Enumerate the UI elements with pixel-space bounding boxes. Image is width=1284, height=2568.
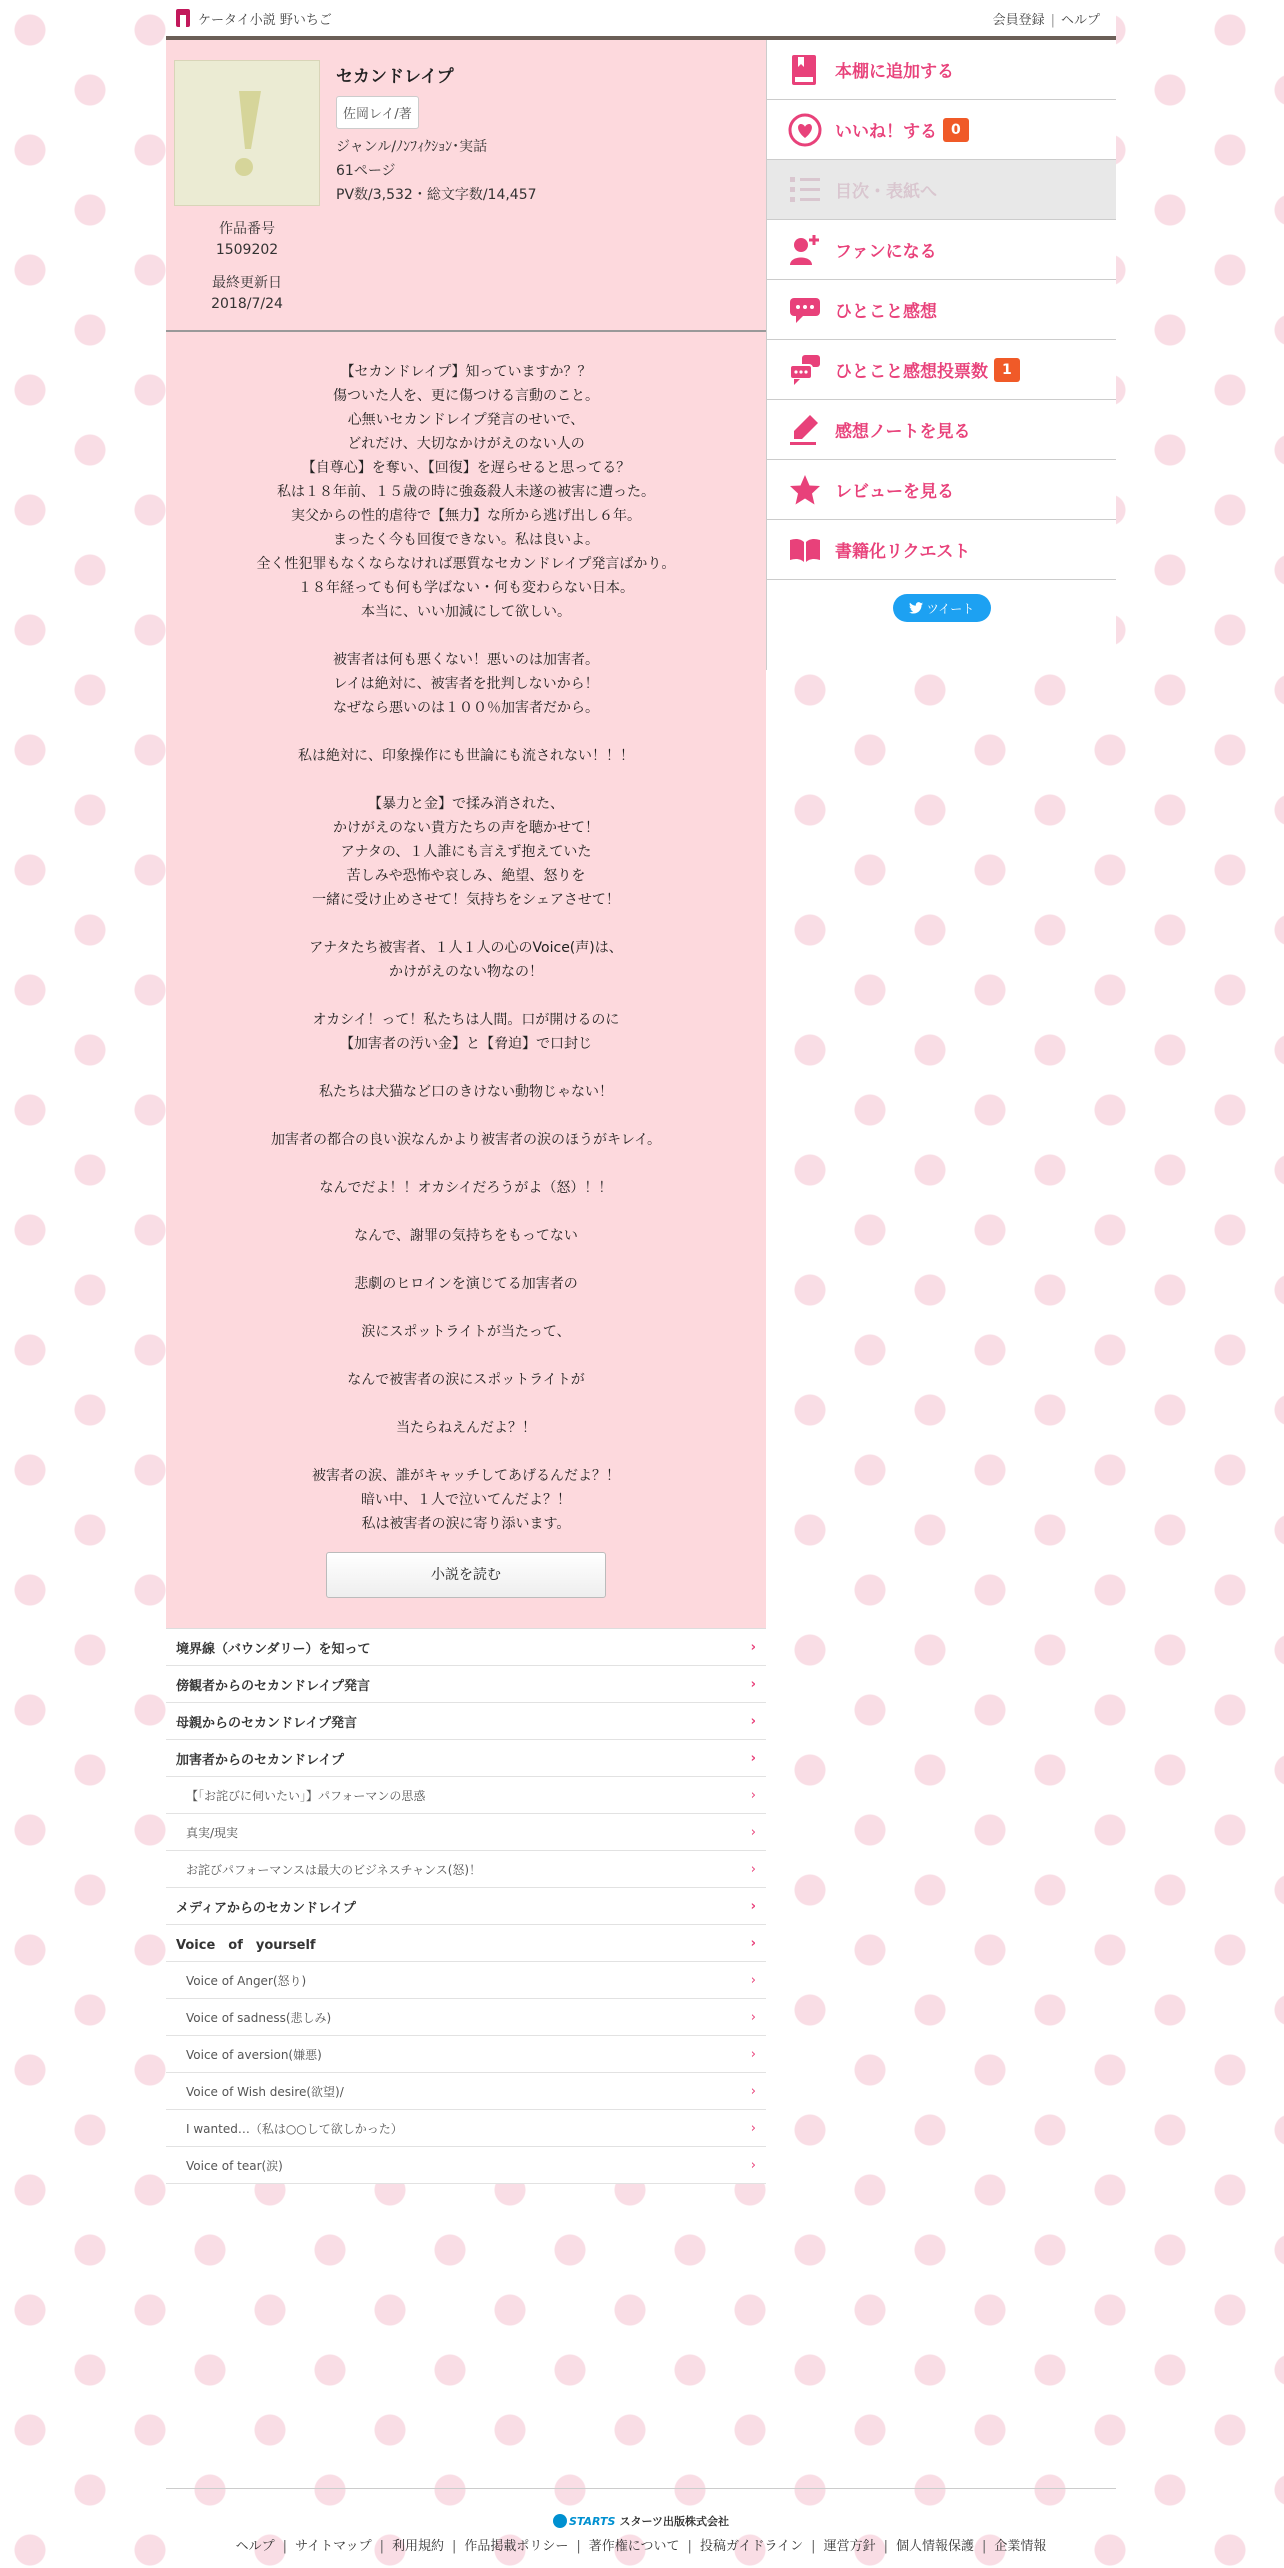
synopsis-line <box>176 1104 756 1128</box>
chevron-right-icon: › <box>750 2120 756 2136</box>
footer-link[interactable]: 個人情報保護 <box>895 2539 974 2554</box>
action-label: ファンになる <box>835 242 937 262</box>
synopsis-text <box>176 360 756 1536</box>
footer-link[interactable]: 投稿ガイドライン <box>699 2539 804 2554</box>
action-star[interactable] <box>767 460 1116 520</box>
footer-link[interactable]: 企業情報 <box>994 2539 1047 2554</box>
footer-link[interactable]: 利用規約 <box>391 2539 444 2554</box>
synopsis-line: 悲劇のヒロインを演じてる加害者の <box>354 1276 578 1292</box>
strawberry-logo-icon <box>176 9 190 27</box>
chevron-right-icon: › <box>750 1676 756 1692</box>
synopsis-line: なんで、謝罪の気持ちをもってない <box>354 1228 578 1244</box>
chapter-label: Voice of Wish desire(欲望)/ <box>186 2084 344 2099</box>
book-title: セカンドレイプ <box>336 67 454 87</box>
chevron-right-icon: › <box>750 1898 756 1914</box>
action-label: ひとこと感想 <box>835 302 937 322</box>
synopsis-line <box>176 912 756 936</box>
footer <box>166 2488 1116 2554</box>
synopsis-line: なぜなら悪いのは１００％加害者だから。 <box>333 700 599 716</box>
synopsis-line: 苦しみや恐怖や哀しみ、絶望、怒りを <box>346 868 586 884</box>
chevron-right-icon: › <box>750 1861 756 1877</box>
synopsis-line: 【セカンドレイプ】知っていますか？？ <box>340 364 592 380</box>
synopsis-line <box>176 1344 756 1368</box>
chevron-right-icon: › <box>750 1935 756 1951</box>
synopsis-line: 被害者は何も悪くない！悪いのは加害者。 <box>333 652 599 668</box>
chapter-label: Voice of sadness(悲しみ) <box>186 2010 332 2025</box>
synopsis-line: 本当に、いい加減にして欲しい。 <box>361 604 571 620</box>
action-label: 本棚に追加する <box>835 62 954 82</box>
book-cover[interactable] <box>174 60 320 206</box>
comment-icon <box>787 292 823 328</box>
synopsis-line: 当たらねえんだよ？！ <box>396 1420 536 1436</box>
chevron-right-icon: › <box>750 1972 756 1988</box>
chapter-item[interactable] <box>166 2147 766 2184</box>
synopsis-line <box>176 1392 756 1416</box>
comments-icon <box>787 352 823 388</box>
exclamation-icon <box>217 83 277 183</box>
synopsis-line: オカシイ！って！私たちは人間。口が開けるのに <box>312 1012 620 1028</box>
updated-label: 最終更新日 <box>212 275 282 291</box>
synopsis-line: 【暴力と金】で揉み消された、 <box>368 796 564 812</box>
synopsis-line: 私は絶対に、印象操作にも世論にも流されない！！！ <box>298 748 634 764</box>
stats: PV数/3,532・総文字数/14,457 <box>336 187 537 203</box>
site-name: ケータイ小説 野いちご <box>198 12 332 28</box>
action-label: 感想ノートを見る <box>835 422 971 442</box>
work-number: 1509202 <box>215 242 279 258</box>
tweet-label: ツイート <box>926 601 975 616</box>
synopsis-line: 一緒に受け止めさせて！気持ちをシェアさせて！ <box>312 892 620 908</box>
chapter-item[interactable] <box>166 1703 766 1740</box>
action-comment[interactable] <box>767 280 1116 340</box>
chevron-right-icon: › <box>750 2083 756 2099</box>
chapter-item[interactable] <box>166 2073 766 2110</box>
separator: | <box>282 2539 288 2554</box>
footer-link[interactable]: 運営方針 <box>823 2539 876 2554</box>
footer-link[interactable]: 著作権について <box>588 2539 680 2554</box>
synopsis-line: １８年経っても何も学ばない・何も変わらない日本。 <box>298 580 634 596</box>
synopsis-line: かけがえのない貴方たちの声を聴かせて！ <box>333 820 599 836</box>
heart-icon <box>787 112 823 148</box>
chapter-label: 真実/現実 <box>186 1825 239 1840</box>
read-novel-button[interactable]: 小説を読む <box>326 1552 606 1598</box>
count-badge: 0 <box>943 118 969 142</box>
separator: | <box>452 2539 457 2554</box>
chapter-label: Voice of aversion(嫌悪) <box>186 2047 322 2062</box>
chapter-label: 加害者からのセカンドレイプ <box>176 1752 344 1768</box>
synopsis-line: 私は１８年前、１５歳の時に強姦殺人未遂の被害に遭った。 <box>277 484 655 500</box>
synopsis-line: 私は被害者の涙に寄り添います。 <box>361 1516 571 1532</box>
chapter-label: Voice of Anger(怒り) <box>186 1973 307 1988</box>
chapter-label: I wanted…（私は○○して欲しかった） <box>186 2121 403 2136</box>
action-label: 書籍化リクエスト <box>835 542 971 562</box>
synopsis-line: まったく今も回復できない。私は良いよ。 <box>333 532 599 548</box>
synopsis-line: 全く性犯罪もなくならなければ悪質なセカンドレイプ発言ばかり。 <box>256 556 676 572</box>
synopsis-line: 被害者の涙、誰がキャッチしてあげるんだよ？！ <box>312 1468 620 1484</box>
action-book-add[interactable] <box>767 40 1116 100</box>
book-add-icon <box>787 52 823 88</box>
chapter-label: 母親からのセカンドレイプ発言 <box>176 1715 357 1731</box>
synopsis-line: 加害者の都合の良い涙なんかより被害者の涙のほうがキレイ。 <box>271 1132 661 1148</box>
synopsis-line: レイは絶対に、被害者を批判しないから！ <box>333 676 599 692</box>
genre: ジャンル/ﾉﾝﾌｨｸｼｮﾝ･実話 <box>336 139 488 155</box>
chevron-right-icon: › <box>750 2046 756 2062</box>
chevron-right-icon: › <box>750 2157 756 2173</box>
chapter-item[interactable] <box>166 1814 766 1851</box>
footer-link[interactable]: ヘルプ <box>235 2539 275 2554</box>
chevron-right-icon: › <box>750 1713 756 1729</box>
action-list <box>767 40 1116 580</box>
chapter-item[interactable] <box>166 1999 766 2036</box>
tweet-button[interactable] <box>893 594 991 622</box>
action-label: レビューを見る <box>835 482 954 502</box>
page-count: 61ページ <box>336 163 396 179</box>
chapter-item[interactable] <box>166 1962 766 1999</box>
chapter-label: Voice of yourself <box>176 1937 316 1953</box>
synopsis <box>166 332 766 1628</box>
footer-link[interactable]: サイトマップ <box>295 2539 372 2554</box>
updated-date: 2018/7/24 <box>211 296 283 312</box>
header-links <box>987 9 1106 28</box>
synopsis-line <box>176 720 756 744</box>
chapter-label: お詫びパフォーマンスは最大のビジネスチャンス(怒)！ <box>186 1862 482 1877</box>
open-book-icon <box>787 532 823 568</box>
synopsis-line <box>176 624 756 648</box>
synopsis-line: なんで被害者の涙にスポットライトが <box>347 1372 585 1388</box>
page-wrapper <box>166 0 1116 2568</box>
list-icon <box>787 172 823 208</box>
separator: | <box>811 2539 816 2554</box>
synopsis-line: 暗い中、１人で泣いてんだよ？！ <box>361 1492 571 1508</box>
separator: | <box>883 2539 888 2554</box>
chevron-right-icon: › <box>750 1787 756 1803</box>
action-list <box>767 160 1116 220</box>
synopsis-line: 涙にスポットライトが当たって、 <box>361 1324 571 1340</box>
separator: | <box>576 2539 581 2554</box>
chapter-list <box>166 1628 766 2184</box>
separator: | <box>1050 12 1055 28</box>
synopsis-line <box>176 1440 756 1464</box>
chapter-item[interactable] <box>166 2110 766 2147</box>
chapter-item[interactable] <box>166 1925 766 1962</box>
action-pen[interactable] <box>767 400 1116 460</box>
chevron-right-icon: › <box>750 1824 756 1840</box>
action-comments[interactable] <box>767 340 1116 400</box>
synopsis-line: 私たちは犬猫など口のきけない動物じゃない！ <box>319 1084 613 1100</box>
synopsis-line: 実父からの性的虐待で【無力】な所から逃げ出し６年。 <box>291 508 641 524</box>
footer-logo <box>166 2513 1116 2529</box>
chapter-item[interactable] <box>166 1777 766 1814</box>
synopsis-line: 心無いセカンドレイプ発言のせいで、 <box>347 412 585 428</box>
synopsis-line <box>176 984 756 1008</box>
chapter-item[interactable] <box>166 1629 766 1666</box>
synopsis-line <box>176 1152 756 1176</box>
synopsis-line: アナタの、１人誰にも言えず抱えていた <box>340 844 592 860</box>
author-link[interactable]: 佐岡レイ/著 <box>336 96 419 129</box>
top-bar <box>166 0 1116 40</box>
register-link[interactable]: 会員登録 <box>992 12 1045 28</box>
synopsis-line: なんでだよ！！オカシイだろうがよ（怒）！！ <box>319 1180 613 1196</box>
chapter-label: 【「お詫びに伺いたい」】パフォーマンの思惑 <box>186 1788 426 1803</box>
chevron-right-icon: › <box>750 1750 756 1766</box>
chapter-item[interactable] <box>166 1666 766 1703</box>
main-column <box>166 40 766 2184</box>
synopsis-line: 【自尊心】を奪い、【回復】を遅らせると思ってる？ <box>301 460 631 476</box>
starts-logo <box>553 2514 616 2528</box>
star-icon <box>787 472 823 508</box>
chevron-right-icon: › <box>750 1639 756 1655</box>
chapter-label: 傍観者からのセカンドレイプ発言 <box>176 1678 370 1694</box>
action-label: 目次・表紙へ <box>835 182 937 202</box>
chapter-label: Voice of tear(涙) <box>186 2158 283 2173</box>
chapter-label: 境界線（バウンダリー）を知って <box>176 1641 371 1657</box>
synopsis-line: どれだけ、大切なかけがえのない人の <box>347 436 585 452</box>
chapter-item[interactable] <box>166 2036 766 2073</box>
separator: | <box>379 2539 384 2554</box>
chapter-item[interactable] <box>166 1851 766 1888</box>
twitter-bird-icon <box>909 602 923 614</box>
synopsis-line: 【加害者の汚い金】と【脅迫】で口封じ <box>340 1036 592 1052</box>
synopsis-line: かけがえのない物なの！ <box>389 964 543 980</box>
action-person-add[interactable] <box>767 220 1116 280</box>
synopsis-line <box>176 768 756 792</box>
synopsis-line <box>176 1296 756 1320</box>
help-link[interactable]: ヘルプ <box>1060 12 1100 28</box>
pen-icon <box>787 412 823 448</box>
book-info <box>166 40 766 332</box>
site-logo[interactable] <box>176 9 332 28</box>
company-name: スターツ出版株式会社 <box>619 2515 730 2528</box>
count-badge: 1 <box>994 358 1020 382</box>
footer-links <box>166 2535 1116 2554</box>
work-number-label: 作品番号 <box>219 221 275 237</box>
chapter-item[interactable] <box>166 1740 766 1777</box>
action-open-book[interactable] <box>767 520 1116 580</box>
synopsis-line <box>176 1056 756 1080</box>
brand-text: STARTS <box>568 2514 616 2528</box>
chapter-item[interactable] <box>166 1888 766 1925</box>
synopsis-line: 傷ついた人を、更に傷つける言動のこと。 <box>333 388 599 404</box>
separator: | <box>687 2539 692 2554</box>
separator: | <box>981 2539 987 2554</box>
synopsis-line: アナタたち被害者、１人１人の心のVoice(声)は、 <box>309 940 623 956</box>
action-heart[interactable] <box>767 100 1116 160</box>
action-sidebar <box>766 40 1116 670</box>
chapter-label: メディアからのセカンドレイプ <box>176 1900 356 1916</box>
person-add-icon <box>787 232 823 268</box>
footer-link[interactable]: 作品掲載ポリシー <box>464 2539 569 2554</box>
synopsis-line <box>176 1200 756 1224</box>
synopsis-line <box>176 1248 756 1272</box>
chevron-right-icon: › <box>750 2009 756 2025</box>
action-label: ひとこと感想投票数 <box>835 362 988 382</box>
action-label: いいね！する <box>835 122 937 142</box>
starts-logo-icon <box>553 2514 567 2528</box>
